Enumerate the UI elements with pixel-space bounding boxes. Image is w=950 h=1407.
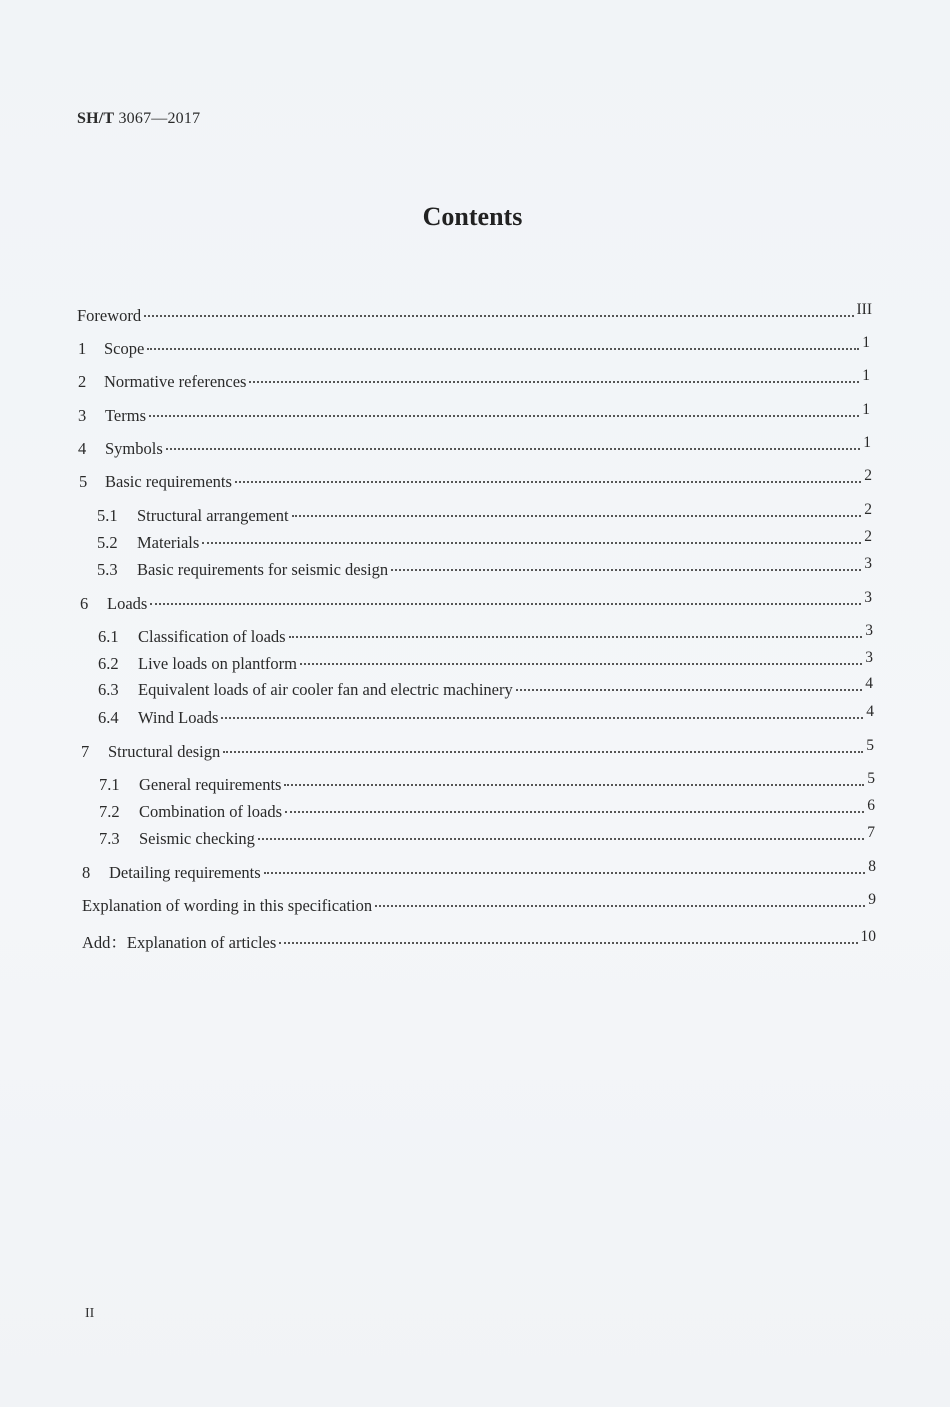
- toc-entry[interactable]: [82, 858, 876, 883]
- toc-entry[interactable]: [98, 649, 873, 674]
- toc-dot-leader: [375, 905, 865, 907]
- toc-entry-label: Classification of loads: [138, 627, 286, 646]
- toc-entry[interactable]: [98, 675, 873, 700]
- toc-entry-number: 3: [78, 406, 87, 425]
- toc-entry-label: Basic requirements for seismic design: [137, 560, 389, 579]
- toc-page-number: 2: [864, 528, 872, 545]
- toc-entry-number: 6.3: [98, 680, 119, 699]
- toc-dot-leader: [150, 603, 861, 605]
- toc-page-number: 4: [865, 675, 873, 692]
- standard-code-number: 3067—2017: [114, 110, 201, 127]
- toc-entry-number: 5.1: [97, 506, 118, 525]
- toc-page-number: 6: [867, 797, 875, 814]
- toc-entry[interactable]: [97, 555, 872, 580]
- toc-entry-label: Normative references: [104, 372, 247, 391]
- toc-page-number: 2: [864, 467, 872, 484]
- toc-entry-label: Equivalent loads of air cooler fan and electric machinery: [138, 680, 513, 699]
- toc-entry[interactable]: [81, 737, 874, 762]
- toc-page-number: 3: [865, 622, 873, 639]
- toc-entry-label: Combination of loads: [139, 802, 282, 821]
- toc-page-number: 1: [862, 401, 870, 418]
- toc-dot-leader: [221, 717, 863, 719]
- toc-entry-number: 6: [80, 594, 89, 613]
- footer-page-number: II: [85, 1306, 95, 1321]
- toc-dot-leader: [202, 542, 861, 544]
- toc-dot-leader: [264, 872, 866, 874]
- toc-entry-number: 7: [81, 742, 90, 761]
- toc-entry-label: Basic requirements: [105, 472, 232, 491]
- toc-dot-leader: [292, 515, 862, 517]
- toc-entry[interactable]: [78, 434, 871, 459]
- toc-entry-number: 4: [78, 439, 87, 458]
- standard-code-prefix: SH/T: [77, 110, 115, 127]
- toc-page-number: 3: [864, 589, 872, 606]
- toc-page-number: III: [856, 301, 872, 318]
- toc-page-number: 3: [864, 555, 872, 572]
- toc-dot-leader: [144, 315, 853, 317]
- toc-entry-number: 5: [79, 472, 88, 491]
- toc-dot-leader: [149, 415, 859, 417]
- toc-dot-leader: [391, 569, 861, 571]
- toc-entry-label: Scope: [104, 339, 145, 358]
- toc-entry-label: Seismic checking: [139, 829, 255, 848]
- toc-entry[interactable]: [98, 622, 873, 647]
- toc-page-number: 3: [865, 649, 873, 666]
- toc-entry-number: 8: [82, 863, 91, 882]
- toc-entry-label: Detailing requirements: [109, 863, 261, 882]
- toc-entry[interactable]: [98, 703, 874, 728]
- toc-entry[interactable]: [99, 770, 875, 795]
- toc-dot-leader: [249, 381, 859, 383]
- toc-page-number: 2: [864, 501, 872, 518]
- toc-page-number: 9: [868, 891, 876, 908]
- toc-entry[interactable]: [78, 367, 870, 392]
- toc-page-number: 5: [867, 770, 875, 787]
- toc-page-number: 8: [868, 858, 876, 875]
- toc-entry-number: 5.2: [97, 533, 118, 552]
- toc-page-number: 4: [866, 703, 874, 720]
- toc-entry-label: Wind Loads: [138, 708, 219, 727]
- toc-dot-leader: [223, 751, 863, 753]
- toc-entry-number: 6.2: [98, 654, 119, 673]
- toc-entry-number: 7.1: [99, 775, 120, 794]
- toc-entry-label: Explanation of wording in this specification: [82, 896, 373, 915]
- toc-page-number: 1: [862, 367, 870, 384]
- toc-entry-label: General requirements: [139, 775, 282, 794]
- toc-page-number: 1: [862, 334, 870, 351]
- toc-page-number: 1: [863, 434, 871, 451]
- toc-entry[interactable]: [78, 334, 870, 359]
- toc-page-number: 10: [860, 928, 876, 945]
- toc-entry[interactable]: [82, 929, 876, 953]
- toc-dot-leader: [300, 663, 862, 665]
- standard-code: [77, 110, 200, 128]
- toc-entry-label: Symbols: [105, 439, 163, 458]
- toc-dot-leader: [235, 481, 861, 483]
- toc-entry[interactable]: [78, 401, 870, 426]
- toc-entry-label: Materials: [137, 533, 200, 552]
- toc-dot-leader: [166, 448, 860, 450]
- toc-entry-label: Terms: [105, 406, 147, 425]
- page-title: Contents: [422, 202, 523, 231]
- toc-entry-label: Foreword: [77, 306, 142, 325]
- toc-entry[interactable]: [80, 589, 872, 614]
- toc-entry[interactable]: [97, 528, 872, 553]
- toc-dot-leader: [285, 811, 864, 813]
- toc-entry[interactable]: [99, 824, 875, 849]
- toc-entry-number: 1: [78, 339, 87, 358]
- toc-entry-number: 6.1: [98, 627, 119, 646]
- toc-dot-leader: [147, 348, 859, 350]
- toc-dot-leader: [279, 942, 857, 944]
- toc-entry-label: Structural design: [108, 742, 221, 761]
- toc-entry[interactable]: [99, 797, 875, 822]
- toc-entry-number: 2: [78, 372, 87, 391]
- toc-entry-number: 7.3: [99, 829, 120, 848]
- toc-entry-number: 7.2: [99, 802, 120, 821]
- toc-entry-label: Structural arrangement: [137, 506, 289, 525]
- toc-entry[interactable]: [82, 891, 876, 916]
- toc-dot-leader: [284, 784, 864, 786]
- toc-entry[interactable]: [97, 501, 872, 526]
- toc-entry-label: Live loads on plantform: [138, 654, 298, 673]
- toc-entry-number: 5.3: [97, 560, 118, 579]
- toc-entry-number: 6.4: [98, 708, 119, 727]
- toc-entry[interactable]: [79, 467, 872, 492]
- toc-dot-leader: [516, 689, 863, 691]
- toc-entry-label: Add：Explanation of articles: [82, 933, 277, 952]
- toc-page-number: 5: [866, 737, 874, 754]
- toc-entry-label: Loads: [107, 594, 148, 613]
- toc-dot-leader: [289, 636, 863, 638]
- toc-entry[interactable]: [77, 301, 872, 326]
- toc-page-number: 7: [867, 824, 875, 841]
- toc-dot-leader: [258, 838, 864, 840]
